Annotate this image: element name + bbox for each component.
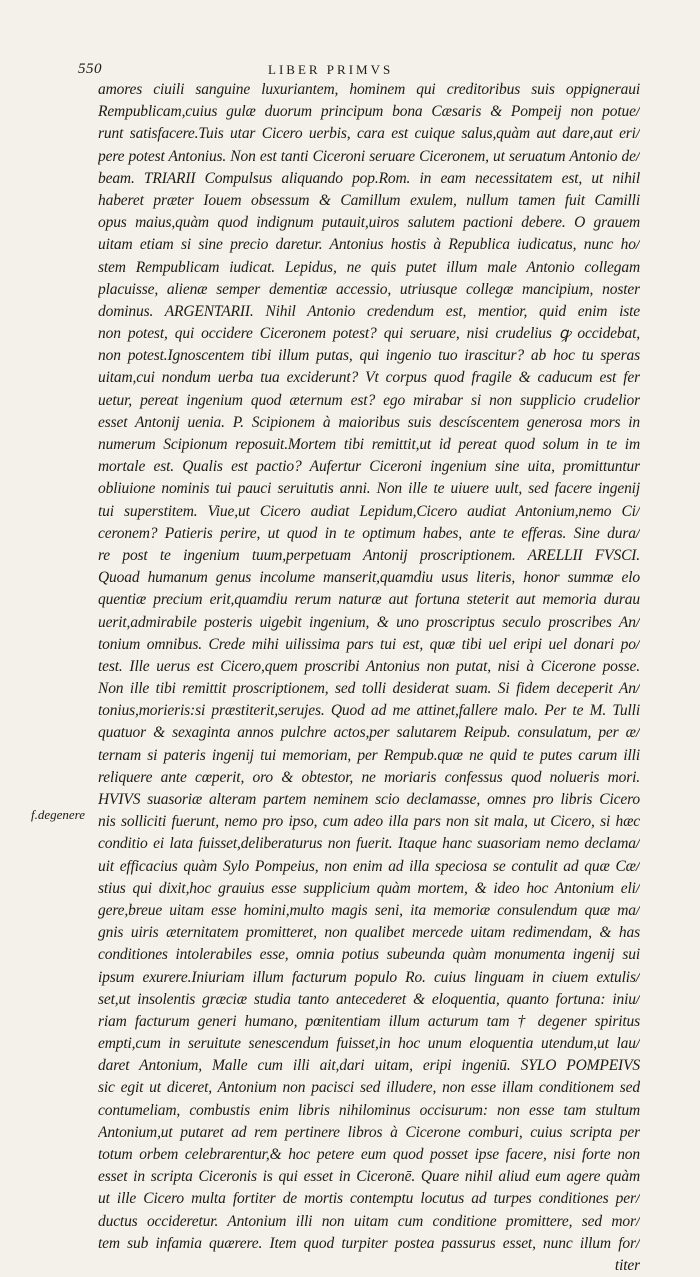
text-line: non potest.Ignoscentem tibi illum putas, qui ingenio tuo irascitur? ab hoc tu speras: [98, 347, 640, 365]
text-line: numerum Scipionum reposuit.Mortem tibi remittit,ut id pereat quod solum in te im: [98, 436, 640, 453]
text-line: uitam,cui nondum uerba tua exciderunt? Vt corpus quod fragile & caducum est fer: [98, 369, 640, 387]
text-line: mortale est. Qualis est pactio? Aufertur Ciceroni ingenium sine uita, promittuntur: [98, 458, 640, 476]
text-line: stius qui dixit,hoc grauius esse supplicium quàm mortem, & ideo hoc Antonium eli/: [98, 879, 640, 897]
running-head: LIBER PRIMVS: [268, 62, 394, 77]
margin-note: f.degenere: [31, 807, 86, 822]
text-line: Non ille tibi remittit proscriptionem, sed tolli desiderat suam. Si fidem deceperit An/: [98, 680, 640, 698]
text-line: gere,breue uitam esse homini,multo magis seni, ita memoriæ consulendum quæ ma/: [98, 901, 640, 919]
text-line: Antonium,ut putaret ad rem pertinere libros à Cicerone comburi, cuius scripta per: [98, 1123, 640, 1141]
text-line: amores ciuili sanguine luxuriantem, hominem qui creditoribus suis oppigneraui: [98, 81, 640, 98]
text-line: ternam si pateris ingenij tui memoriam, per Rempub.quæ ne quid te putes carum illi: [98, 746, 640, 764]
text-line: esset in scripta Ciceronis is qui esset in Ciceronē. Quare nihil aliud eum agere quàm: [98, 1168, 640, 1186]
text-line: ipsum exurere.Iniuriam illum facturum populo Ro. cuius linguam in ciuem extulis/: [98, 968, 640, 986]
text-line: esset Antonij uenia. P. Scipionem à maioribus suis descíscentem generosa mors in: [98, 413, 640, 431]
text-line: titer: [614, 1256, 640, 1274]
text-line: uitam etiam si sine precio daretur. Antonius hostis à Republica iudicatus, nunc ho/: [98, 236, 640, 254]
body-text: [98, 79, 640, 1277]
text-line: test. Ille uerus est Cicero,quem proscribi Antonius non putat, nisi à Cicerone posse.: [98, 657, 640, 675]
text-line: stem Rempublicam iudicat. Lepidus, ne quis putet illum male Antonio collegam: [98, 258, 640, 276]
text-line: sic egit ut diceret, Antonium non pacisci sed illudere, non esse illam conditionem sed: [98, 1079, 640, 1097]
text-line: ceronem? Patieris perire, ut quod in te optimum habes, ante te efferas. Sine dura/: [98, 524, 640, 542]
text-line: conditiones intolerabiles esse, omnia potius subeunda quàm monumenta ingenij sui: [98, 946, 640, 964]
text-line: HVIVS suasoriæ alteram partem neminem scio declamasse, omnes pro libris Cicero: [98, 791, 640, 808]
page-number: 550: [78, 61, 102, 77]
text-line: nis solliciti fuerunt, nemo pro ipso, cum adeo illa pars non sit mala, ut Cicero, si hæc: [98, 813, 640, 831]
text-line: re post te ingenium tuum,perpetuam Antonij proscriptionem. ARELLII FVSCI.: [98, 546, 640, 564]
text-line: totum orbem celebrarentur,& hoc petere eum quod posset ipse facere, nisi forte non: [98, 1146, 640, 1163]
text-line: set,ut insolentis græciæ studia tanto antecederet & eloquentia, quanto fortuna: iniu/: [98, 990, 640, 1008]
text-line: uit efficacius quàm Sylo Pompeius, non enim ad illa speciosa se contulit ad quæ Cæ/: [98, 857, 640, 875]
text-line: opus maius,quàm quod indignum putauit,uiros salutem pactioni debere. O grauem: [98, 214, 640, 232]
text-line: Quoad humanum genus incolume manserit,quamdiu usus literis, honor summæ elo: [98, 569, 640, 587]
text-line: placuisse, alienæ semper dementiæ accessio, utriusque collegæ mancipium, noster: [98, 280, 640, 298]
text-line: gnis uiris æternitatem promitteret, non qualibet mercede uitam redimendam, & has: [98, 924, 640, 942]
text-line: quentiæ precium erit,quamdiu rerum naturæ aut fortuna steterit aut memoria durau: [98, 591, 640, 609]
text-line: obliuione nominis tui pauci seruitutis anni. Non ille te uiuere uult, sed facere ingenij: [98, 480, 640, 498]
text-line: daret Antonium, Malle cum illi ait,dari uitam, eripi ingeniū. SYLO POMPEIVS: [98, 1057, 640, 1075]
text-line: tonius,morieris:si præstiterit,serujes. Quod ad me attinet,fallere malo. Per te M. Tulli: [98, 702, 640, 720]
text-line: quatuor & sexaginta annos pulchre actos,per salutarem Reipub. consulatum, per æ/: [98, 724, 640, 742]
text-line: empti,cum in seruitute senescendum fuisset,in hoc unum eloquentia utendum,ut lau/: [98, 1035, 640, 1053]
page-header: [78, 61, 638, 81]
text-line: non potest, qui occidere Ciceronem potest? qui seruare, nisi crudelius ꝙ occidebat,: [98, 325, 640, 343]
text-line: ductus occideretur. Antonium illi non uitam cum conditione promittere, sed mor/: [98, 1212, 640, 1230]
text-line: uerit,admirabile posteris uigebit ingenium, & uno proscriptus seculo proscribes An/: [98, 613, 640, 631]
text-line: pere potest Antonius. Non est tanti Ciceroni seruare Ciceronem, ut seruatum Antonio de/: [98, 147, 640, 165]
text-line: haberet præter Iouem obsessum & Camillum exulem, nullum tamen fuit Camilli: [98, 191, 640, 209]
text-line: contumeliam, combustis enim libris nihilominus occisurum: non esse tam stultum: [98, 1101, 640, 1119]
text-line: uetur, pereat ingenium quod æternum est? ego mirabar si non supplicio crudelior: [98, 391, 640, 409]
text-line: beam. TRIARII Compulsus aliquando pop.Rom. in eam necessitatem est, ut nihil: [98, 169, 640, 187]
text-line: dominus. ARGENTARII. Nihil Antonio credendum est, mentior, quid enim iste: [98, 302, 640, 320]
text-line: runt satisfacere.Tuis utar Cicero uerbis, cara est cuique salus,quàm aut dare,aut eri/: [98, 125, 640, 143]
text-line: riam facturum generi humano, pœnitentiam illum acturum tam † degener spiritus: [98, 1012, 640, 1030]
text-line: reliquere ante cœperit, oro & obtestor, ne moriaris confessus quod nolueris mori.: [98, 768, 640, 786]
text-line: Rempublicam,cuius gulæ duorum principum bona Cæsaris & Pompeij non potue/: [98, 103, 640, 121]
text-line: conditio ei lata fuisset,deliberaturus non fuerit. Itaque hanc suasoriam nemo declama/: [98, 835, 640, 853]
text-line: ut ille Cicero multa fortiter de mortis contemptu locutus ad turpes conditiones per/: [98, 1190, 640, 1208]
text-line: tui superstitem. Viue,ut Cicero audiat Lepidum,Cicero audiat Antonium,nemo Ci/: [98, 502, 640, 520]
text-line: tonium omnibus. Crede mihi uilissima pars tui est, quæ tibi uel eripi uel donari po/: [98, 635, 640, 653]
text-line: tem sub infamia quærere. Item quod turpiter postea passurus esset, nunc illum for/: [98, 1234, 640, 1252]
